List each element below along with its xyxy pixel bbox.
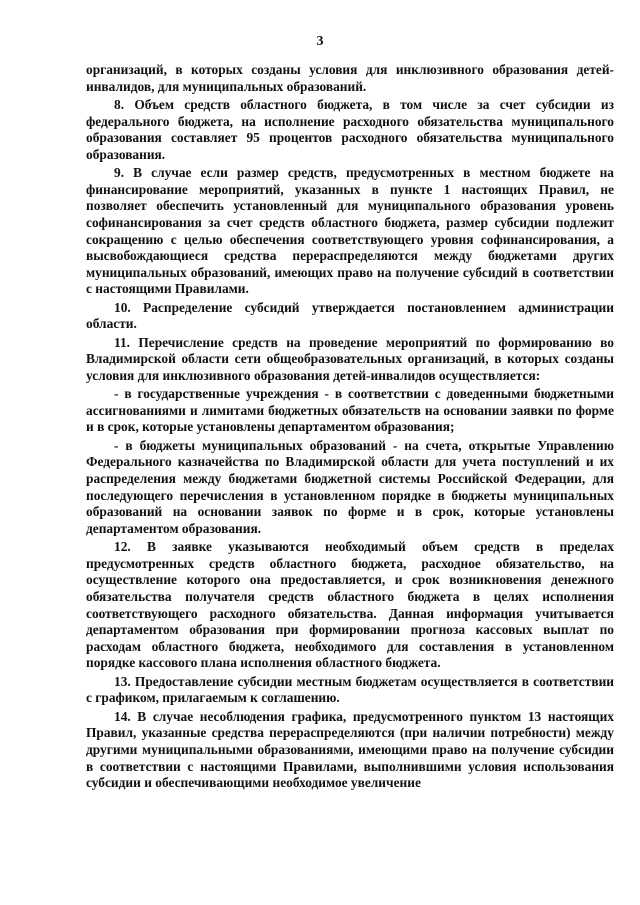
paragraph-12: 12. В заявке указываются необходимый объем средств в пределах предусмотренных средств областного бюджета, расходное обязательство, на осуществление которого она предоставляется, и срок возникновения денежного обязательства получателя средств областного бюджета в целях исполнения соответствующего расходного обязательства. Данная информация учитывается департаментом образования при формировании прогноза кассовых выплат по расходам областного бюджета, необходимого для составления в установленном порядке кассового плана исполнения областного бюджета.	[86, 539, 614, 671]
paragraph-14: 14. В случае несоблюдения графика, предусмотренного пунктом 13 настоящих Правил, указанные средства перераспределяются (при наличии потребности) между другими муниципальными образованиями, имеющими право на получение субсидии в соответствии с настоящими Правилами, выполнившими условия использования субсидии и обеспечивающими необходимое увеличение	[86, 708, 614, 791]
page-number: 3	[316, 34, 324, 49]
document-body	[86, 62, 614, 794]
paragraph-continuation: организаций, в которых созданы условия для инклюзивного образования детей-инвалидов, для муниципальных образований.	[86, 62, 614, 94]
paragraph-11-item-municipal: - в бюджеты муниципальных образований - на счета, открытые Управлению Федерального казначейства по Владимирской области для учета поступлений и их распределения между бюджетами бюджетной системы Российской Федерации, для последующего перечисления в установленном порядке в бюджеты муниципальных образований на основании заявок по форме и в срок, которые установлены департаментом образования.	[86, 437, 614, 536]
paragraph-10: 10. Распределение субсидий утверждается постановлением администрации области.	[86, 299, 614, 332]
paragraph-11-item-state: - в государственные учреждения - в соответствии с доведенными бюджетными ассигнованиями и лимитами бюджетных обязательств на основании заявки по форме и в срок, которые установлены департаментом образования;	[86, 386, 614, 435]
paragraph-9: 9. В случае если размер средств, предусмотренных в местном бюджете на финансирование мероприятий, указанных в пункте 1 настоящих Правил, не позволяет обеспечить установленный для муниципального образования уровень софинансирования за счет средств областного бюджета, размер субсидии подлежит сокращению с целью обеспечения соответствующего уровня софинансирования, а высвобождающиеся средства перераспределяются между бюджетами других муниципальных образований, имеющих право на получение субсидий в соответствии с настоящими Правилами.	[86, 165, 614, 297]
paragraph-13: 13. Предоставление субсидии местным бюджетам осуществляется в соответствии с графиком, прилагаемым к соглашению.	[86, 673, 614, 706]
paragraph-8: 8. Объем средств областного бюджета, в том числе за счет субсидии из федерального бюджета, на исполнение расходного обязательства муниципального образования составляет 95 процентов расходного обязательства муниципального образования.	[86, 96, 614, 162]
paragraph-11: 11. Перечисление средств на проведение мероприятий по формированию во Владимирской области сети общеобразовательных организаций, в которых созданы условия для инклюзивного образования детей-инвалидов осуществляется:	[86, 334, 614, 383]
